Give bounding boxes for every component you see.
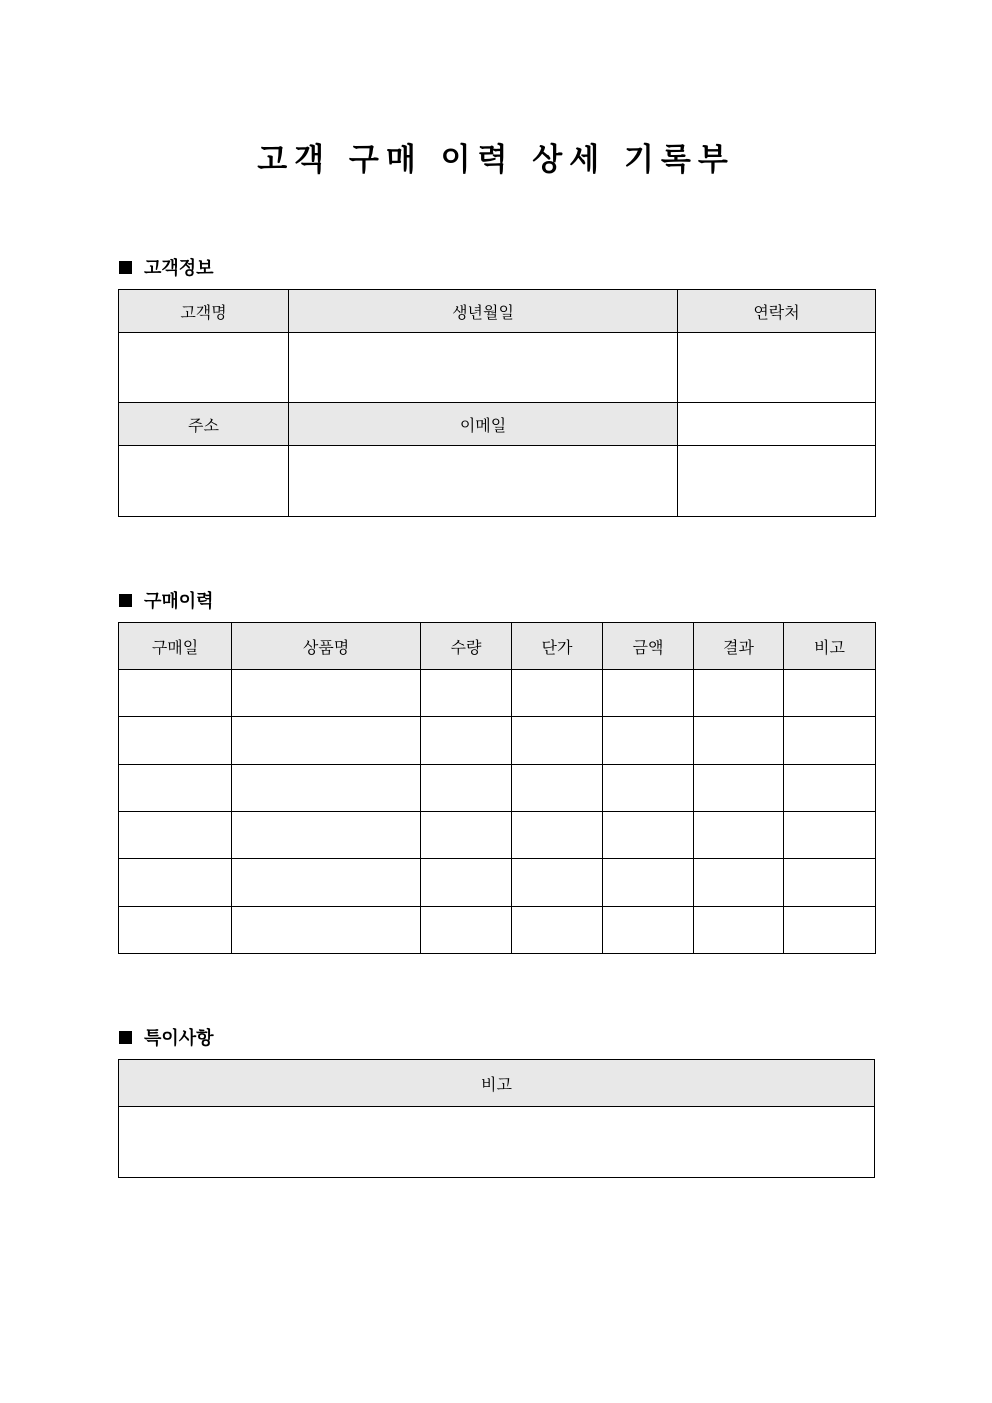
notes-section-title: 특이사항 xyxy=(144,1028,214,1049)
birthdate-field[interactable] xyxy=(289,333,678,403)
table-row xyxy=(119,812,876,859)
table-cell[interactable] xyxy=(694,812,784,859)
purchase-section-heading xyxy=(119,587,214,613)
table-row xyxy=(119,907,876,954)
table-cell[interactable] xyxy=(694,670,784,717)
col-remarks: 비고 xyxy=(784,623,876,670)
table-row xyxy=(119,765,876,812)
notes-field[interactable] xyxy=(119,1107,875,1178)
table-cell[interactable] xyxy=(784,812,876,859)
table-cell[interactable] xyxy=(784,717,876,765)
table-cell[interactable] xyxy=(119,670,232,717)
contact-label: 연락처 xyxy=(678,290,876,333)
customer-name-field[interactable] xyxy=(119,333,289,403)
col-unit-price: 단가 xyxy=(512,623,603,670)
table-cell[interactable] xyxy=(119,717,232,765)
customer-section-heading xyxy=(119,254,214,280)
notes-label: 비고 xyxy=(119,1060,875,1107)
contact-field[interactable] xyxy=(678,333,876,403)
birthdate-label: 생년월일 xyxy=(289,290,678,333)
table-cell[interactable] xyxy=(603,859,694,907)
col-amount: 금액 xyxy=(603,623,694,670)
table-cell[interactable] xyxy=(784,670,876,717)
table-cell[interactable] xyxy=(784,765,876,812)
table-cell[interactable] xyxy=(603,765,694,812)
purchase-history-table xyxy=(118,622,876,954)
table-cell[interactable] xyxy=(119,765,232,812)
notes-section-heading xyxy=(119,1024,214,1050)
col-result: 결과 xyxy=(694,623,784,670)
table-cell[interactable] xyxy=(603,907,694,954)
table-row xyxy=(119,670,876,717)
document-title: 고객 구매 이력 상세 기록부 xyxy=(257,142,735,178)
table-cell[interactable] xyxy=(421,670,512,717)
table-cell[interactable] xyxy=(232,907,421,954)
table-cell[interactable] xyxy=(784,859,876,907)
email-label: 이메일 xyxy=(289,403,678,446)
table-cell[interactable] xyxy=(421,812,512,859)
address-label: 주소 xyxy=(119,403,289,446)
table-cell[interactable] xyxy=(512,765,603,812)
email-field[interactable] xyxy=(289,446,678,517)
table-cell[interactable] xyxy=(232,859,421,907)
table-cell[interactable] xyxy=(512,670,603,717)
table-row xyxy=(119,717,876,765)
table-cell[interactable] xyxy=(421,907,512,954)
table-cell[interactable] xyxy=(603,812,694,859)
customer-info-table xyxy=(118,289,876,517)
table-cell[interactable] xyxy=(232,765,421,812)
customer-section-title: 고객정보 xyxy=(144,258,214,279)
table-cell[interactable] xyxy=(421,717,512,765)
table-cell[interactable] xyxy=(119,859,232,907)
col-purchase-date: 구매일 xyxy=(119,623,232,670)
notes-table xyxy=(118,1059,875,1178)
table-cell[interactable] xyxy=(603,717,694,765)
table-cell[interactable] xyxy=(512,812,603,859)
table-cell[interactable] xyxy=(421,765,512,812)
table-cell[interactable] xyxy=(603,670,694,717)
blank-cell xyxy=(678,403,876,446)
table-cell[interactable] xyxy=(512,859,603,907)
table-row xyxy=(119,859,876,907)
col-product-name: 상품명 xyxy=(232,623,421,670)
table-cell[interactable] xyxy=(512,907,603,954)
square-bullet-icon xyxy=(119,594,132,607)
address-field[interactable] xyxy=(119,446,289,517)
table-cell[interactable] xyxy=(232,670,421,717)
table-cell[interactable] xyxy=(119,812,232,859)
square-bullet-icon xyxy=(119,1031,132,1044)
table-cell[interactable] xyxy=(421,859,512,907)
table-cell[interactable] xyxy=(784,907,876,954)
square-bullet-icon xyxy=(119,261,132,274)
table-cell[interactable] xyxy=(232,717,421,765)
table-cell[interactable] xyxy=(694,765,784,812)
table-cell[interactable] xyxy=(694,717,784,765)
table-cell[interactable] xyxy=(694,907,784,954)
table-cell[interactable] xyxy=(119,907,232,954)
blank-field[interactable] xyxy=(678,446,876,517)
purchase-section-title: 구매이력 xyxy=(144,591,214,612)
table-cell[interactable] xyxy=(694,859,784,907)
table-cell[interactable] xyxy=(512,717,603,765)
table-cell[interactable] xyxy=(232,812,421,859)
customer-name-label: 고객명 xyxy=(119,290,289,333)
col-quantity: 수량 xyxy=(421,623,512,670)
